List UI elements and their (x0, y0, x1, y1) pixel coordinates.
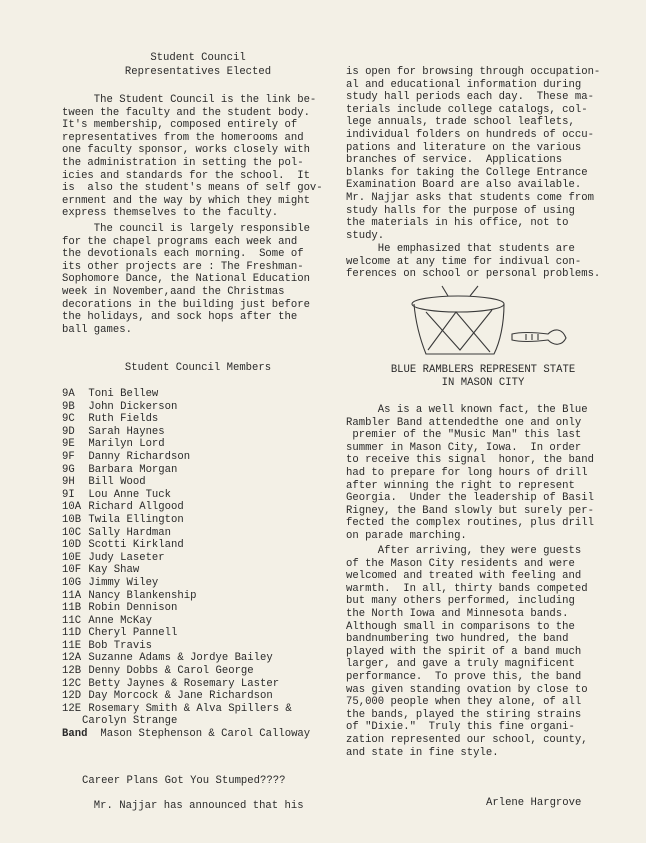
member-row (62, 413, 332, 426)
band-paragraph-2-line: the North Iowa and Minnesota bands. (346, 607, 569, 620)
career-continued (346, 66, 620, 242)
member-row (62, 501, 332, 514)
band-paragraph-2-line: the bands, played the stiring strains (346, 708, 582, 721)
career-continued-line: blanks for taking the College Entrance (346, 166, 588, 179)
member-name: Denny Dobbs & Carol George (82, 665, 254, 678)
member-name: Rosemary Smith & Alva Spillers & (82, 702, 292, 715)
member-name: Sarah Haynes (82, 425, 165, 438)
band-paragraph-2-line: bandnumbering two hundred, the band (346, 633, 569, 646)
member-row (62, 652, 332, 665)
band-paragraph-1-line: Rambler Band attendedthe one and only (346, 416, 582, 429)
member-homeroom: 9G (62, 463, 75, 476)
council-paragraph-1-line: ernment and the way by which they might (62, 194, 310, 207)
member-row (62, 703, 332, 716)
member-name: Richard Allgood (82, 501, 184, 514)
band-paragraph-2-line: of the Mason City residents and were (346, 557, 575, 570)
council-subtitle: Representatives Elected (124, 66, 272, 78)
member-homeroom: 9C (62, 413, 75, 426)
band-paragraph-2-line: 75,000 people when they alone, of all (346, 696, 582, 709)
member-row (62, 678, 332, 691)
member-homeroom: 10C (62, 526, 82, 539)
council-paragraph-1-line: The Student Council is the link be- (62, 94, 317, 106)
career-continued-line: study hall periods each day. These ma- (346, 91, 594, 104)
council-paragraph-2-line: for the chapel programs each week and (62, 235, 298, 248)
band-paragraph-1-line: after winning the right to represent (346, 479, 575, 492)
member-row (62, 690, 332, 703)
members-title: Student Council Members (124, 362, 272, 374)
member-name: Day Morcock & Jane Richardson (82, 690, 273, 703)
council-paragraph-1-line: tween the faculty and the student body. (62, 106, 310, 119)
member-name: Marilyn Lord (82, 438, 165, 451)
member-homeroom: 12E (62, 702, 82, 715)
member-name: Anne McKay (82, 614, 152, 627)
council-paragraph-1-line: one faculty sponsor, works closely with (62, 144, 310, 157)
member-name: Cheryl Pannell (82, 627, 178, 640)
member-name: Toni Bellew (82, 388, 159, 400)
member-homeroom: 10G (62, 576, 82, 589)
band-paragraph-2-line: Although small in comparisons to the (346, 620, 575, 633)
member-row (62, 451, 332, 464)
band-paragraph-2-line: warmth. In all, thirty bands competed (346, 582, 588, 595)
band-paragraph-1-line: As is a well known fact, the Blue (346, 404, 588, 416)
member-row (62, 640, 332, 653)
member-name: Betty Jaynes & Rosemary Laster (82, 677, 280, 690)
member-name: Robin Dennison (82, 602, 178, 615)
member-row (62, 426, 332, 439)
member-row (62, 552, 332, 565)
career-continued-line: al and educational information during (346, 78, 582, 91)
member-homeroom: 9H (62, 476, 75, 489)
council-paragraph-1-line: icies and standards for the school. It (62, 169, 310, 182)
council-paragraph-2-line: decorations in the building just before (62, 298, 310, 311)
member-row (62, 715, 332, 728)
council-paragraph-1-line: express themselves to the faculty. (62, 207, 279, 220)
member-row (62, 577, 332, 590)
council-paragraph-1-line: representatives from the homerooms and (62, 131, 304, 144)
member-name: Mason Stephenson & Carol Calloway (94, 728, 311, 741)
career-first-line: Mr. Najjar has announced that his (62, 800, 304, 812)
member-name: Judy Laseter (82, 551, 165, 564)
council-paragraph-1-line: the administration in setting the pol- (62, 156, 304, 169)
band-title: BLUE RAMBLERS REPRESENT STATE (390, 364, 576, 376)
band-paragraph-1-line: on parade marching. (346, 529, 467, 542)
band-paragraph-2-line: and state in fine style. (346, 746, 499, 759)
member-name: Scotti Kirkland (82, 539, 184, 552)
member-homeroom: Band (62, 728, 88, 741)
band-paragraph-1-line: fected the complex routines, plus drill (346, 517, 594, 530)
band-paragraph-2 (346, 545, 620, 759)
band-paragraph-2-line: played with the spirit of a band much (346, 645, 582, 658)
member-row (62, 401, 332, 414)
member-row (62, 539, 332, 552)
member-homeroom: 12D (62, 690, 82, 703)
member-row (62, 476, 332, 489)
band-paragraph-2-line: zation represented our school, county, (346, 733, 588, 746)
band-paragraph-1 (346, 404, 620, 543)
member-homeroom: 9D (62, 425, 75, 438)
council-paragraph-2-line: the holidays, and sock hops after the (62, 311, 298, 324)
band-paragraph-2-line: performance. To prove this, the band (346, 670, 582, 683)
band-paragraph-2-line: but many others performed, including (346, 595, 575, 608)
member-name: Kay Shaw (82, 564, 140, 577)
career-continued-line: terials include college catalogs, col- (346, 103, 588, 116)
member-name: Ruth Fields (82, 413, 159, 426)
council-paragraph-2-line: ball games. (62, 323, 132, 336)
member-row (62, 564, 332, 577)
member-homeroom: 9E (62, 438, 75, 451)
council-paragraph-2-line: The council is largely responsible (62, 223, 310, 235)
council-paragraph-1-line: is also the student's means of self gov- (62, 182, 323, 195)
member-name: John Dickerson (82, 400, 178, 413)
council-paragraph-1 (62, 94, 334, 220)
member-homeroom: 12B (62, 665, 82, 678)
member-row (62, 527, 332, 540)
member-row (62, 464, 332, 477)
band-subtitle: IN MASON CITY (441, 377, 525, 389)
career-continued-line: Examination Board are also available. (346, 179, 582, 192)
member-homeroom: 10E (62, 551, 82, 564)
council-title: Student Council (150, 52, 246, 64)
member-homeroom: 10F (62, 564, 82, 577)
member-name: Barbara Morgan (82, 463, 178, 476)
member-name: Jimmy Wiley (82, 576, 159, 589)
member-homeroom: 9F (62, 450, 75, 463)
member-row (62, 615, 332, 628)
career-continued-line: lege annuals, trade school leaflets, (346, 116, 575, 129)
band-paragraph-2-line: larger, and gave a truly magnificent (346, 658, 575, 671)
member-homeroom: 12C (62, 677, 82, 690)
member-homeroom: 9A (62, 388, 75, 400)
band-paragraph-2-line: of "Dixie." Truly this fine organi- (346, 721, 575, 734)
member-homeroom: 10D (62, 539, 82, 552)
member-name: Danny Richardson (82, 450, 191, 463)
member-homeroom: 11C (62, 614, 82, 627)
career-continued-line: the materials in his office, not to (346, 217, 569, 230)
member-row (62, 665, 332, 678)
member-homeroom: 9I (62, 488, 75, 501)
council-paragraph-1-line: It's membership, composed entirely of (62, 119, 298, 132)
member-homeroom: 12A (62, 652, 82, 665)
career-continued-line: study. (346, 229, 385, 242)
member-name: Twila Ellington (82, 513, 184, 526)
band-paragraph-2-line: was given standing ovation by close to (346, 683, 588, 696)
member-name: Bob Travis (82, 639, 152, 652)
band-paragraph-1-line: Rigney, the Band slowly but surely per- (346, 504, 594, 517)
member-row (62, 627, 332, 640)
member-row (62, 728, 332, 741)
member-homeroom: 9B (62, 400, 75, 413)
member-row (62, 438, 332, 451)
member-row (62, 489, 332, 502)
member-row (62, 602, 332, 615)
member-homeroom: 10A (62, 501, 82, 514)
member-row (62, 590, 332, 603)
band-paragraph-1-line: summer in Mason City, Iowa. In order (346, 441, 582, 454)
career-paragraph-2 (346, 243, 620, 281)
member-name: Carolyn Strange (82, 715, 178, 728)
member-homeroom: 11B (62, 602, 82, 615)
career-paragraph-2-line: ferences on school or personal problems. (346, 268, 601, 281)
member-row (62, 514, 332, 527)
band-paragraph-2-line: welcomed and treated with feeling and (346, 570, 582, 583)
career-paragraph-2-line: He emphasized that students are (346, 243, 575, 255)
member-homeroom: 11E (62, 639, 82, 652)
band-paragraph-1-line: premier of the "Music Man" this last (346, 429, 582, 442)
member-homeroom: 11A (62, 589, 82, 602)
member-name: Sally Hardman (82, 526, 172, 539)
member-name: Suzanne Adams & Jordye Bailey (82, 652, 273, 665)
band-paragraph-1-line: Georgia. Under the leadership of Basil (346, 492, 594, 505)
career-continued-line: individual folders on hundreds of occu- (346, 128, 594, 141)
career-continued-line: pations and literature on the various (346, 141, 582, 154)
council-paragraph-2-line: week in November,aand the Christmas (62, 285, 285, 298)
career-continued-line: branches of service. Applications (346, 154, 563, 167)
council-paragraph-2-line: Sophomore Dance, the National Education (62, 273, 310, 286)
author-signature: Arlene Hargrove (486, 797, 582, 809)
member-homeroom: 10B (62, 513, 82, 526)
member-name: Lou Anne Tuck (82, 488, 172, 501)
career-continued-line: study halls for the purpose of using (346, 204, 575, 217)
member-name: Nancy Blankenship (82, 589, 197, 602)
career-continued-line: Mr. Najjar asks that students come from (346, 191, 594, 204)
band-paragraph-1-line: had to prepare for long hours of drill (346, 466, 588, 479)
band-paragraph-1-line: to receive this signal honor, the band (346, 454, 594, 467)
career-title: Career Plans Got You Stumped???? (82, 775, 286, 787)
member-name: Bill Wood (82, 476, 146, 489)
band-paragraph-2-line: After arriving, they were guests (346, 545, 582, 557)
council-paragraph-2-line: the devotionals each morning. Some of (62, 248, 304, 261)
drum-trumpet-sketch-icon (408, 282, 608, 362)
members-list (62, 388, 332, 741)
career-paragraph-2-line: welcome at any time for indivual con- (346, 255, 582, 268)
career-continued-line: is open for browsing through occupation- (346, 66, 601, 78)
member-homeroom: 11D (62, 627, 82, 640)
council-paragraph-2-line: its other projects are : The Freshman- (62, 260, 304, 273)
member-row (62, 388, 332, 401)
council-paragraph-2 (62, 223, 334, 336)
